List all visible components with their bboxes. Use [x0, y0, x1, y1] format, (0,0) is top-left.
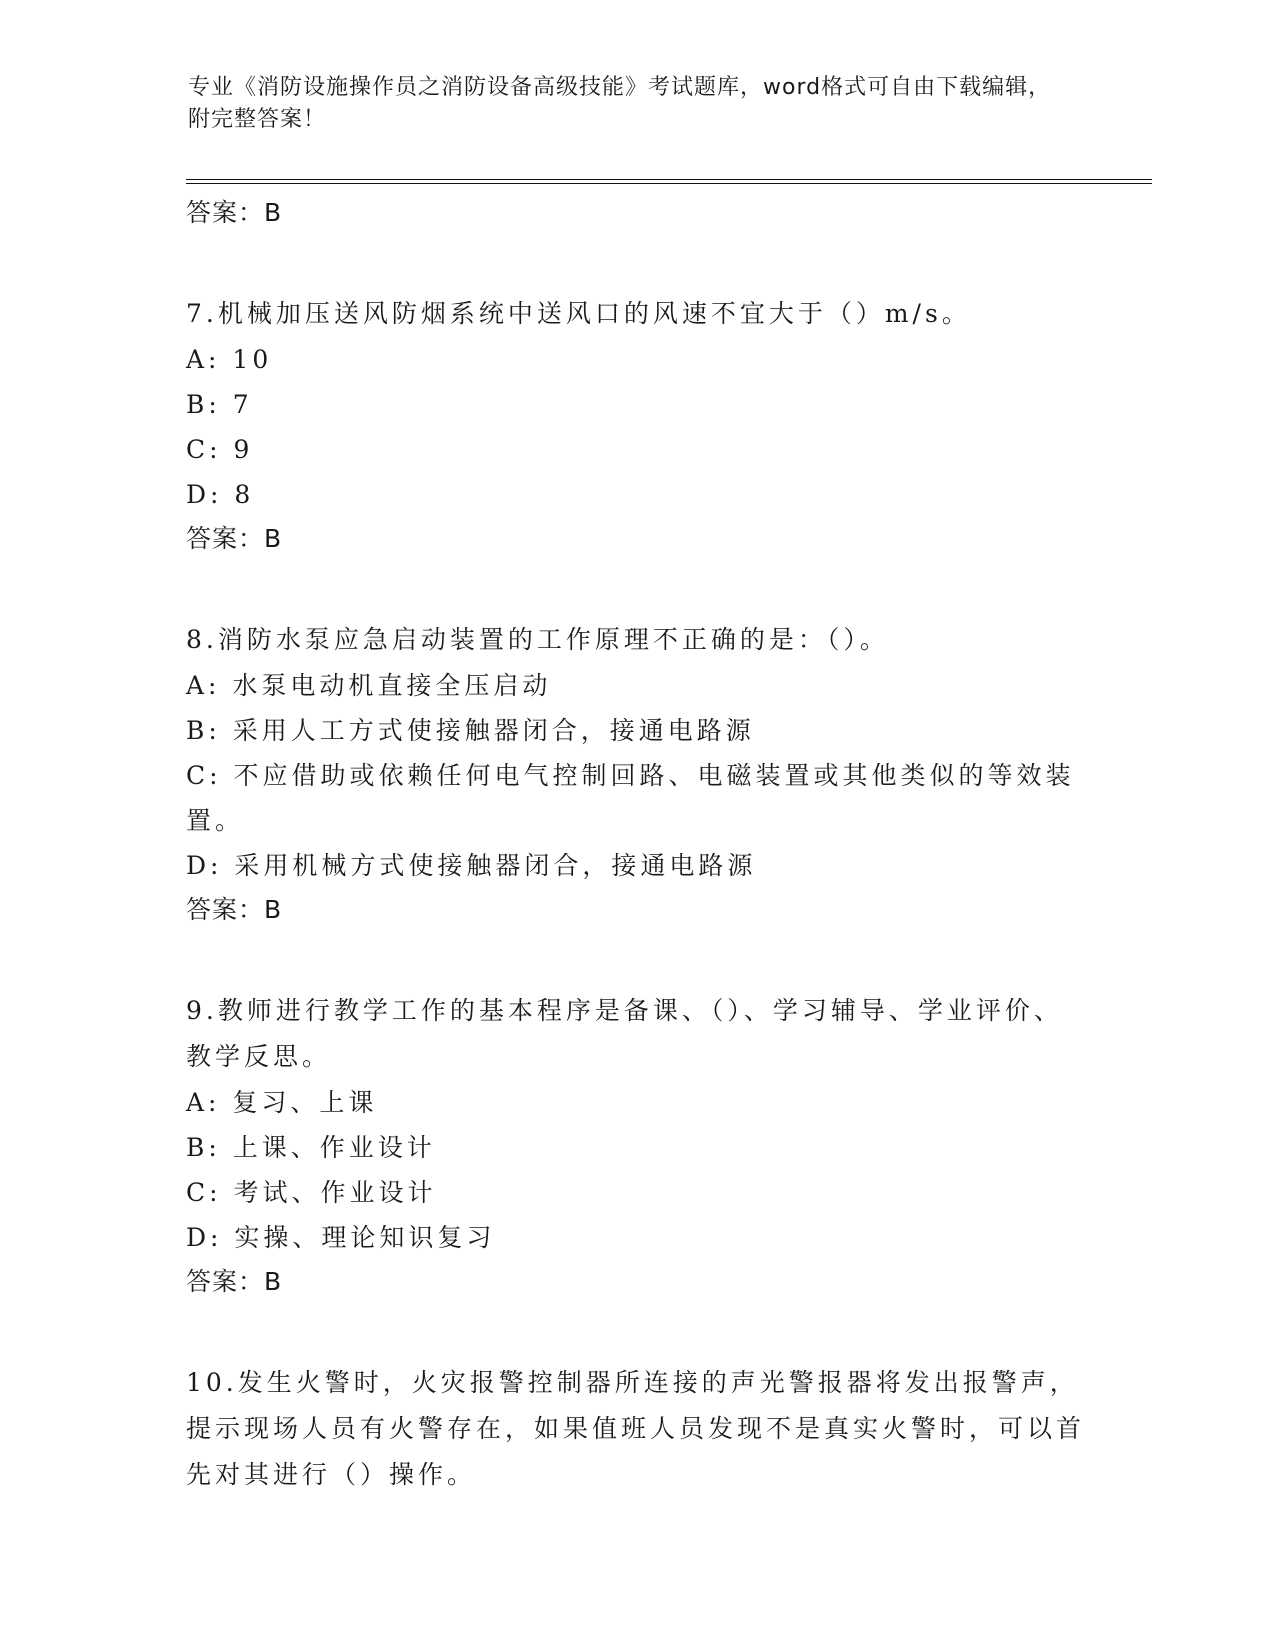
- question-item: [186, 291, 1086, 561]
- option-d: D: 实操、理论知识复习: [186, 1223, 496, 1252]
- question-text: 10.发生火警时，火灾报警控制器所连接的声光警报器将发出报警声，提示现场人员有火警存在，如果值班人员发现不是真实火警时，可以首先对其进行（）操作。: [186, 1368, 1086, 1489]
- option-a: A: 水泵电动机直接全压启动: [186, 671, 552, 700]
- spacer: [186, 561, 1086, 617]
- option-b: B: 7: [186, 390, 253, 419]
- option-b: B: 上课、作业设计: [186, 1133, 436, 1162]
- answer-line: 答案：B: [186, 895, 283, 924]
- question-text: 8.消防水泵应急启动装置的工作原理不正确的是：（）。: [186, 625, 889, 654]
- spacer: [186, 932, 1086, 988]
- answer-line: 答案：B: [186, 198, 283, 227]
- question-text: 9.教师进行教学工作的基本程序是备课、（）、学习辅导、学业评价、教学反思。: [186, 996, 1063, 1071]
- option-d: D: 采用机械方式使接触器闭合，接通电路源: [186, 851, 757, 880]
- question-list: [186, 191, 1086, 1498]
- question-text: 7.机械加压送风防烟系统中送风口的风速不宜大于（）m/s。: [186, 299, 971, 328]
- header-divider: [186, 179, 1152, 180]
- question-item: [186, 1360, 1086, 1498]
- question-item: [186, 617, 1086, 932]
- answer-line: 答案：B: [186, 524, 283, 553]
- option-a: A: 10: [186, 345, 273, 374]
- spacer: [186, 235, 1086, 291]
- option-c: C: 不应借助或依赖任何电气控制回路、电磁装置或其他类似的等效装置。: [186, 761, 1075, 835]
- option-a: A: 复习、上课: [186, 1088, 378, 1117]
- option-c: C: 考试、作业设计: [186, 1178, 437, 1207]
- option-c: C: 9: [186, 435, 254, 464]
- header-divider-secondary: [186, 183, 1152, 184]
- page-header: 专业《消防设施操作员之消防设备高级技能》考试题库，word格式可自由下载编辑，附完整答案！: [188, 75, 1052, 132]
- question-item: [186, 988, 1086, 1304]
- option-b: B: 采用人工方式使接触器闭合，接通电路源: [186, 716, 755, 745]
- spacer: [186, 1304, 1086, 1360]
- option-d: D: 8: [186, 480, 255, 509]
- answer-line: 答案：B: [186, 1267, 283, 1296]
